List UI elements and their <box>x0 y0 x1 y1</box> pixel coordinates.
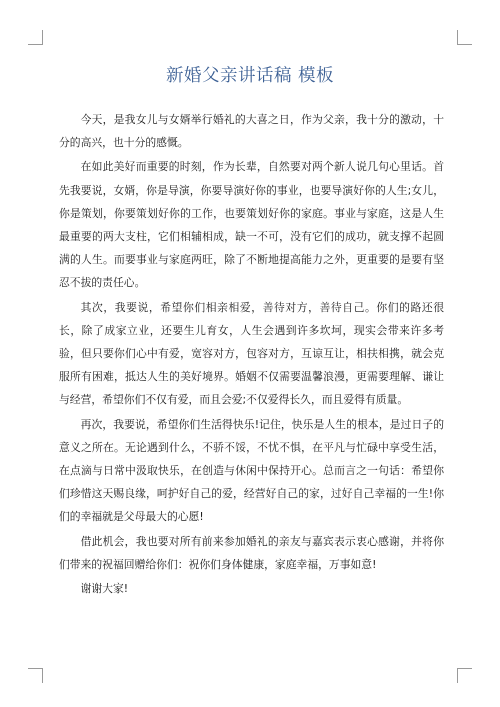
paragraph-love-each-other: 其次，我要说，希望你们相亲相爱，善待对方，善待自己。你们的路还很长，除了成家立业，还要生儿育女，人生会遇到许多坎坷，现实会带来许多考验，但只要你们心中有爱，宽容对方，包容对方，互谅互让，相扶相携，就会克服所有困难，抵达人生的美好境界。婚姻不仅需要温馨浪漫，更需要理解、谦让与经营，希望你们不仅有爱，而且会爱;不仅爱得长久，而且爱得有质量。 <box>59 300 444 407</box>
crop-mark-bottom-right <box>457 668 472 683</box>
paragraph-advice-career-family: 在如此美好而重要的时刻，作为长辈，自然要对两个新人说几句心里话。首先我要说，女婿，你是导演，你要导演好你的事业，也要导演好你的人生;女儿，你是策划，你要策划好你的工作，也要策划好你的家庭。事业与家庭，这是人生最重要的两大支柱，它们相辅相成，缺一不可，没有它们的成功，就支撑不起圆满的人生。而要事业与家庭两旺，除了不断地提高能力之外，更重要的是要有坚忍不拔的责任心。 <box>59 160 444 290</box>
paragraph-closing: 谢谢大家! <box>80 582 129 596</box>
document-title: 新婚父亲讲话稿 模板 <box>165 66 335 86</box>
crop-mark-top-right <box>457 30 472 45</box>
paragraph-thanks-guests: 借此机会，我也要对所有前来参加婚礼的亲友与嘉宾表示衷心感谢，并将你们带来的祝福回赠给你们：祝你们身体健康，家庭幸福，万事如意! <box>59 534 444 571</box>
document-body <box>59 108 444 601</box>
paragraph-greeting: 今天，是我女儿与女婿举行婚礼的大喜之日，作为父亲，我十分的激动，十分的高兴，也十分的感慨。 <box>59 113 444 150</box>
paragraph-happiness: 再次，我要说，希望你们生活得快乐!记住，快乐是人生的根本，是过日子的意义之所在。无论遇到什么，不骄不馁，不忧不惧，在平凡与忙碌中享受生活，在点滴与日常中汲取快乐，在创造与休闲中保持开心。总而言之一句话：希望你们珍惜这天赐良缘，呵护好自己的爱，经营好自己的家，过好自己幸福的一生!你们的幸福就是父母最大的心愿! <box>59 417 444 524</box>
crop-mark-top-left <box>28 30 43 45</box>
crop-mark-bottom-left <box>28 668 43 683</box>
